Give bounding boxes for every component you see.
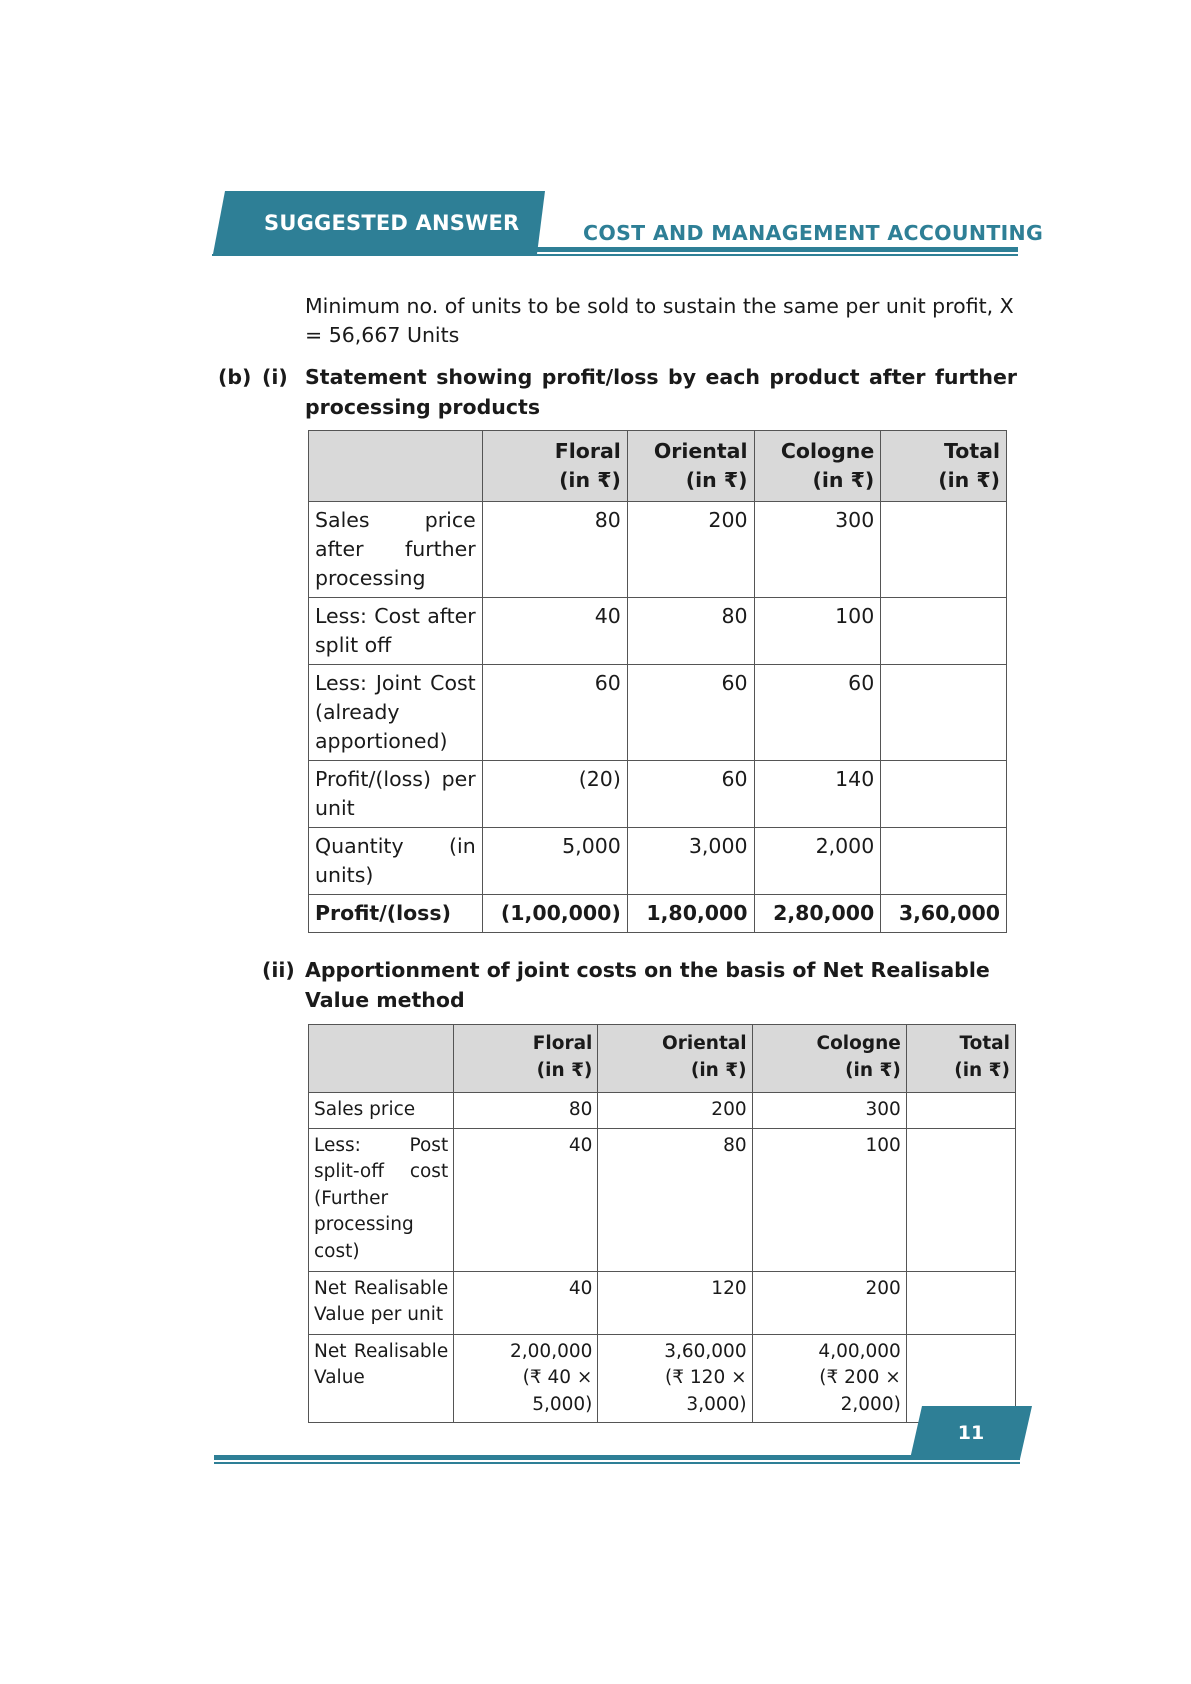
row-label: Less: Joint Cost (already apportioned) — [309, 665, 483, 761]
cell-value: 100 — [754, 598, 881, 665]
part-b-label: (b) — [218, 365, 252, 389]
statement-heading: Statement showing profit/loss by each product after further processing products — [305, 365, 1017, 419]
row-label: Net Realisable Value per unit — [309, 1271, 454, 1334]
cell-value — [881, 761, 1007, 828]
table-row — [309, 665, 1007, 761]
cell-value — [881, 665, 1007, 761]
cell-value: 60 — [627, 665, 754, 761]
cell-value: 200 — [627, 502, 754, 598]
part-i-label: (i) — [262, 365, 288, 389]
cell-value — [881, 502, 1007, 598]
row-label: Profit/(loss) — [309, 895, 483, 933]
row-label: Quantity (in units) — [309, 828, 483, 895]
cell-value: 140 — [754, 761, 881, 828]
table-header-row — [309, 431, 1007, 502]
page-number: 11 — [957, 1422, 985, 1444]
cell-value — [906, 1271, 1015, 1334]
table-row — [309, 828, 1007, 895]
cell-value: 200 — [598, 1093, 752, 1129]
col-header-oriental: Oriental (in ₹) — [627, 431, 754, 502]
part-ii-label: (ii) — [262, 958, 295, 982]
row-label: Less: Post split-off cost (Further processing cost) — [309, 1128, 454, 1271]
row-label: Sales price after further processing — [309, 502, 483, 598]
cell-value: 80 — [598, 1128, 752, 1271]
cell-value: 4,00,000 (₹ 200 × 2,000) — [752, 1334, 906, 1423]
header-title: COST AND MANAGEMENT ACCOUNTING — [583, 221, 1044, 245]
cell-value: 200 — [752, 1271, 906, 1334]
header-rule — [530, 247, 1018, 252]
cell-value: 40 — [482, 598, 627, 665]
cell-value: 60 — [627, 761, 754, 828]
total-row — [309, 895, 1007, 933]
cell-value — [906, 1093, 1015, 1129]
row-label: Net Realisable Value — [309, 1334, 454, 1423]
cell-value: 80 — [627, 598, 754, 665]
cell-value: 300 — [754, 502, 881, 598]
table-header-row — [309, 1025, 1016, 1093]
table-row — [309, 502, 1007, 598]
intro-text: Minimum no. of units to be sold to sustain the same per unit profit, X = 56,667 Units — [305, 294, 1014, 347]
cell-value: 3,000 — [627, 828, 754, 895]
cell-value: 40 — [454, 1271, 598, 1334]
corner-cell — [309, 431, 483, 502]
cell-value: 300 — [752, 1093, 906, 1129]
header-rule-thin — [212, 254, 1018, 256]
col-header-cologne: Cologne (in ₹) — [754, 431, 881, 502]
footer-rule-thin — [214, 1462, 1020, 1464]
table-row — [309, 1271, 1016, 1334]
cell-value: 2,00,000 (₹ 40 × 5,000) — [454, 1334, 598, 1423]
cell-value: 80 — [454, 1093, 598, 1129]
row-label: Sales price — [309, 1093, 454, 1129]
cell-value: 2,80,000 — [754, 895, 881, 933]
cell-value: 60 — [482, 665, 627, 761]
row-label: Profit/(loss) per unit — [309, 761, 483, 828]
col-header-floral: Floral (in ₹) — [454, 1025, 598, 1093]
cell-value — [881, 828, 1007, 895]
col-header-cologne: Cologne (in ₹) — [752, 1025, 906, 1093]
col-header-floral: Floral (in ₹) — [482, 431, 627, 502]
footer-rule — [214, 1455, 1020, 1460]
apportionment-heading: Apportionment of joint costs on the basis of Net Realisable Value method — [305, 958, 990, 1012]
nrv-table — [308, 1024, 1016, 1423]
cell-value: 1,80,000 — [627, 895, 754, 933]
cell-value — [906, 1128, 1015, 1271]
cell-value: (1,00,000) — [482, 895, 627, 933]
cell-value: 60 — [754, 665, 881, 761]
col-header-total: Total (in ₹) — [906, 1025, 1015, 1093]
col-header-oriental: Oriental (in ₹) — [598, 1025, 752, 1093]
profit-loss-table — [308, 430, 1007, 933]
cell-value: 2,000 — [754, 828, 881, 895]
cell-value: 120 — [598, 1271, 752, 1334]
cell-value: 100 — [752, 1128, 906, 1271]
cell-value: 3,60,000 — [881, 895, 1007, 933]
cell-value: (20) — [482, 761, 627, 828]
table-row — [309, 1128, 1016, 1271]
cell-value — [881, 598, 1007, 665]
table-row — [309, 761, 1007, 828]
row-label: Less: Cost after split off — [309, 598, 483, 665]
header-tab-label: SUGGESTED ANSWER — [264, 211, 520, 235]
cell-value: 80 — [482, 502, 627, 598]
cell-value: 3,60,000 (₹ 120 × 3,000) — [598, 1334, 752, 1423]
cell-value: 40 — [454, 1128, 598, 1271]
table-row — [309, 1093, 1016, 1129]
col-header-total: Total (in ₹) — [881, 431, 1007, 502]
cell-value: 5,000 — [482, 828, 627, 895]
table-row — [309, 598, 1007, 665]
corner-cell — [309, 1025, 454, 1093]
